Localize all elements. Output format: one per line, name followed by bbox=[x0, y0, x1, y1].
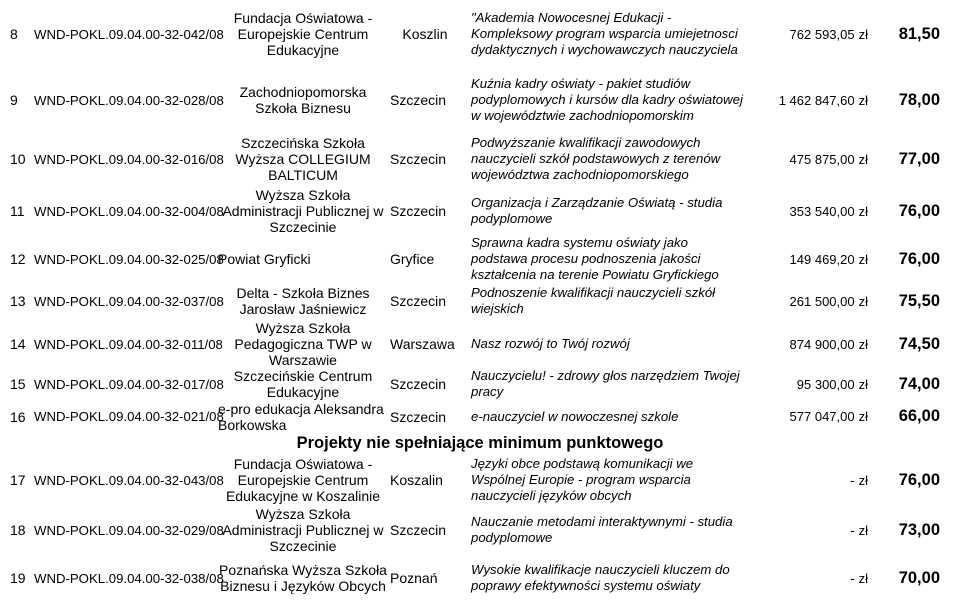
project-amount bbox=[750, 282, 868, 320]
table-row bbox=[0, 0, 960, 68]
table-row bbox=[0, 320, 960, 368]
project-points: 75,50 bbox=[898, 291, 940, 310]
amount-value: 475 875,00 bbox=[789, 151, 855, 167]
row-lp: 12 bbox=[10, 251, 26, 267]
application-number: WND-POKL.09.04.00-32-029/08 bbox=[34, 522, 224, 538]
project-amount bbox=[750, 553, 868, 603]
project-points: 76,00 bbox=[898, 201, 940, 220]
project-amount bbox=[750, 453, 868, 507]
application-number: WND-POKL.09.04.00-32-004/08 bbox=[34, 203, 224, 219]
applicant-name: Szczecińska Szkoła Wyższa COLLEGIUM BALTICUM bbox=[235, 135, 371, 183]
currency-label: zł bbox=[858, 522, 868, 538]
project-title: Nasz rozwój to Twój rozwój bbox=[471, 336, 630, 352]
table-row bbox=[0, 368, 960, 400]
applicant-city: Szczecin bbox=[390, 151, 447, 167]
applicant-city: Szczecin bbox=[390, 376, 447, 392]
project-amount bbox=[750, 68, 868, 132]
row-lp: 18 bbox=[10, 522, 26, 538]
amount-value: 874 900,00 bbox=[789, 336, 855, 352]
row-lp: 14 bbox=[10, 336, 26, 352]
project-amount bbox=[750, 507, 868, 553]
currency-label: zł bbox=[858, 376, 868, 392]
application-number: WND-POKL.09.04.00-32-043/08 bbox=[34, 472, 224, 488]
row-lp: 19 bbox=[10, 570, 26, 586]
project-amount bbox=[750, 320, 868, 368]
project-title: Podnoszenie kwalifikacji nauczycieli szkół wiejskich bbox=[471, 285, 716, 316]
applicant-city: Szczecin bbox=[390, 522, 447, 538]
table-row bbox=[0, 186, 960, 236]
application-number: WND-POKL.09.04.00-32-028/08 bbox=[34, 92, 224, 108]
project-amount bbox=[750, 132, 868, 186]
currency-label: zł bbox=[858, 151, 868, 167]
applicant-city: Szczecin bbox=[390, 293, 447, 309]
amount-value: 95 300,00 bbox=[796, 376, 855, 392]
project-title: Nauczanie metodami interaktywnymi - studia podyplomowe bbox=[471, 514, 733, 545]
project-title: Podwyższanie kwalifikacji zawodowych nauczycieli szkół podstawowych z terenów województwa zachodniopomorskiego bbox=[471, 135, 721, 182]
currency-label: zł bbox=[858, 472, 868, 488]
project-amount bbox=[750, 400, 868, 433]
table-row bbox=[0, 132, 960, 186]
project-points: 74,50 bbox=[898, 334, 940, 353]
amount-value: 149 469,20 bbox=[789, 251, 855, 267]
project-points: 78,00 bbox=[898, 90, 940, 109]
application-number: WND-POKL.09.04.00-32-025/08 bbox=[34, 251, 224, 267]
row-lp: 17 bbox=[10, 472, 26, 488]
project-title: Organizacja i Zarządzanie Oświatą - studia podyplomowe bbox=[471, 195, 723, 226]
row-lp: 11 bbox=[10, 203, 25, 219]
project-amount bbox=[750, 236, 868, 282]
section-heading: Projekty nie spełniające minimum punktowego bbox=[296, 433, 664, 452]
table-row bbox=[0, 553, 960, 603]
project-points: 74,00 bbox=[898, 374, 940, 393]
project-points: 70,00 bbox=[898, 568, 940, 587]
application-number: WND-POKL.09.04.00-32-016/08 bbox=[34, 151, 224, 167]
row-lp: 16 bbox=[10, 408, 26, 425]
applicant-name: e-pro edukacja Aleksandra Borkowska bbox=[218, 400, 384, 433]
project-title: Wysokie kwalifikacje nauczycieli kluczem do poprawy efektywności systemu oświaty bbox=[471, 562, 730, 593]
currency-label: zł bbox=[858, 336, 868, 352]
applicant-city: Gryfice bbox=[390, 251, 435, 267]
application-number: WND-POKL.09.04.00-32-021/08 bbox=[34, 409, 224, 424]
applicant-name: Poznańska Wyższa Szkoła Biznesu i Języków Obcych bbox=[219, 562, 387, 594]
amount-value: 762 593,05 bbox=[789, 26, 855, 42]
row-lp: 13 bbox=[10, 293, 26, 309]
amount-value: 353 540,00 bbox=[789, 203, 855, 219]
project-title: "Akademia Nowocesnej Edukacji - Kompleksowy program wsparcia umiejetnosci dydaktycznych i wychowawczych nauczyciela bbox=[471, 10, 738, 57]
table-row bbox=[0, 400, 960, 433]
currency-label: zł bbox=[858, 570, 868, 586]
application-number: WND-POKL.09.04.00-32-038/08 bbox=[34, 570, 224, 586]
project-title: Języki obce podstawą komunikacji we Wspólnej Europie - program wsparcia nauczycieli języków obcych bbox=[471, 456, 694, 503]
applicant-name: Wyższa Szkoła Administracji Publicznej w Szczecinie bbox=[222, 187, 384, 235]
project-title: e-nauczyciel w nowoczesnej szkole bbox=[471, 408, 679, 424]
application-number: WND-POKL.09.04.00-32-011/08 bbox=[34, 336, 223, 352]
row-lp: 10 bbox=[10, 151, 26, 167]
applicant-city: Szczecin bbox=[390, 408, 447, 425]
project-amount bbox=[750, 186, 868, 236]
applicant-name: Wyższa Szkoła Administracji Publicznej w Szczecinie bbox=[222, 506, 384, 554]
applicant-city: Koszalin bbox=[390, 472, 443, 488]
table-row bbox=[0, 236, 960, 282]
currency-label: zł bbox=[858, 203, 868, 219]
currency-label: zł bbox=[858, 251, 868, 267]
project-title: Sprawna kadra systemu oświaty jako podstawa procesu podnoszenia jakości kształcenia na terenie Powiatu Gryfickiego bbox=[471, 235, 719, 282]
amount-value: - bbox=[850, 522, 855, 538]
project-points: 81,50 bbox=[898, 24, 940, 43]
project-amount bbox=[750, 0, 868, 68]
project-points: 66,00 bbox=[898, 407, 940, 425]
table-row bbox=[0, 507, 960, 553]
project-points: 76,00 bbox=[898, 249, 940, 268]
application-number: WND-POKL.09.04.00-32-017/08 bbox=[34, 376, 224, 392]
project-points: 73,00 bbox=[898, 520, 940, 539]
applicant-city: Warszawa bbox=[390, 336, 455, 352]
applicant-name: Powiat Gryficki bbox=[218, 251, 311, 267]
amount-value: 577 047,00 bbox=[789, 409, 855, 424]
table-row bbox=[0, 68, 960, 132]
currency-label: zł bbox=[858, 92, 868, 108]
row-lp: 9 bbox=[10, 92, 18, 108]
currency-label: zł bbox=[858, 26, 868, 42]
application-number: WND-POKL.09.04.00-32-042/08 bbox=[34, 26, 224, 42]
project-title: Nauczycielu! - zdrowy głos narzędziem Twojej pracy bbox=[471, 368, 740, 399]
project-title: Kuźnia kadry oświaty - pakiet studiów podyplomowych i kursów dla kadry oświatowej w województwie zachodniopomorskim bbox=[471, 76, 743, 123]
applicant-name: Delta - Szkoła Biznes Jarosław Jaśniewicz bbox=[236, 285, 370, 317]
applicant-name: Wyższa Szkoła Pedagogiczna TWP w Warszawie bbox=[234, 320, 372, 368]
applicant-city: Poznań bbox=[390, 570, 438, 586]
project-points: 76,00 bbox=[898, 470, 940, 489]
applicant-name: Zachodniopomorska Szkoła Biznesu bbox=[239, 84, 367, 116]
table-row bbox=[0, 282, 960, 320]
applicant-name: Szczecińskie Centrum Edukacyjne bbox=[233, 368, 373, 400]
amount-value: - bbox=[850, 472, 855, 488]
application-number: WND-POKL.09.04.00-32-037/08 bbox=[34, 293, 224, 309]
applicant-city: Koszlin bbox=[402, 26, 448, 42]
table-row bbox=[0, 453, 960, 507]
applicant-city: Szczecin bbox=[390, 203, 447, 219]
amount-value: - bbox=[850, 570, 855, 586]
amount-value: 261 500,00 bbox=[789, 293, 855, 309]
currency-label: zł bbox=[858, 293, 868, 309]
amount-value: 1 462 847,60 bbox=[778, 92, 855, 108]
row-lp: 8 bbox=[10, 26, 18, 42]
project-points: 77,00 bbox=[898, 149, 940, 168]
row-lp: 15 bbox=[10, 376, 26, 392]
applicant-city: Szczecin bbox=[390, 92, 447, 108]
project-amount bbox=[750, 368, 868, 400]
currency-label: zł bbox=[858, 409, 868, 424]
applicant-name: Fundacja Oświatowa - Europejskie Centrum Edukacyjne w Koszalinie bbox=[225, 456, 381, 504]
applicant-name: Fundacja Oświatowa - Europejskie Centrum Edukacyjne bbox=[233, 10, 373, 58]
